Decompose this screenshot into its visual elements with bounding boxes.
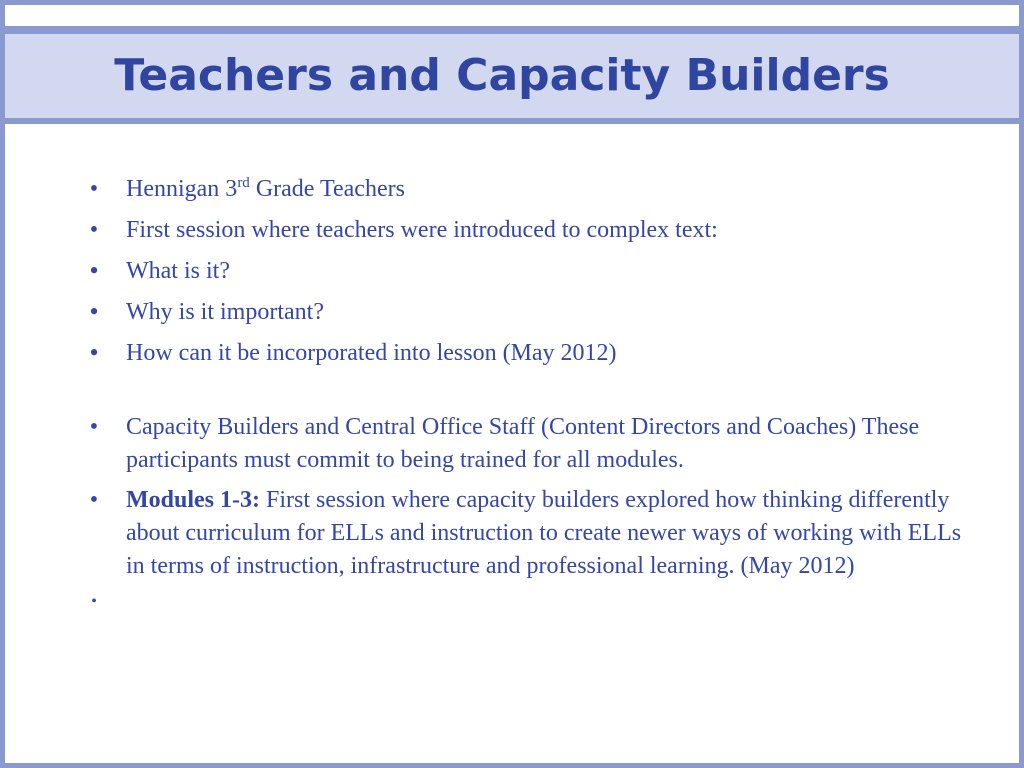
bullet-list — [86, 172, 966, 610]
bullet-text-continued: Grade Teachers — [249, 176, 405, 202]
bullet-marker: • — [89, 176, 99, 202]
bullet-marker: • — [89, 338, 99, 367]
bullet-lead-bold: Modules 1-3: — [126, 487, 260, 513]
bullet-marker: • — [89, 297, 99, 326]
bullet-text: Why is it important? — [126, 299, 324, 325]
bullet-marker: • — [89, 256, 99, 285]
bullet-item — [86, 213, 966, 247]
bullet-text: What is it? — [126, 258, 230, 284]
bullet-text: First session where teachers were introduced to complex text: — [126, 217, 718, 243]
bullet-marker: • — [91, 593, 97, 610]
bullet-item — [86, 295, 966, 329]
slide-title: Teachers and Capacity Builders — [114, 50, 890, 101]
bullet-item — [86, 336, 966, 370]
bullet-item — [86, 254, 966, 288]
ordinal-superscript: rd — [237, 175, 250, 191]
bullet-marker: • — [89, 217, 99, 243]
bullet-item — [86, 411, 966, 477]
bullet-item — [86, 172, 966, 206]
bullet-text: Hennigan 3 — [126, 176, 238, 202]
bullet-marker: • — [89, 487, 99, 513]
bullet-text: First session where capacity builders explored how thinking differently about curriculum for ELLs and instruction to create newer ways of working with ELLs in terms of instruction, infrastructure and professional learning. (May 2012) — [126, 487, 962, 579]
bullet-marker: • — [89, 414, 99, 440]
bullet-item — [86, 484, 966, 583]
slide-body — [86, 172, 966, 610]
bullet-text: Capacity Builders and Central Office Staff (Content Directors and Coaches) These participants must commit to being trained for all modules. — [126, 414, 920, 473]
bullet-text: How can it be incorporated into lesson (May 2012) — [126, 340, 617, 366]
